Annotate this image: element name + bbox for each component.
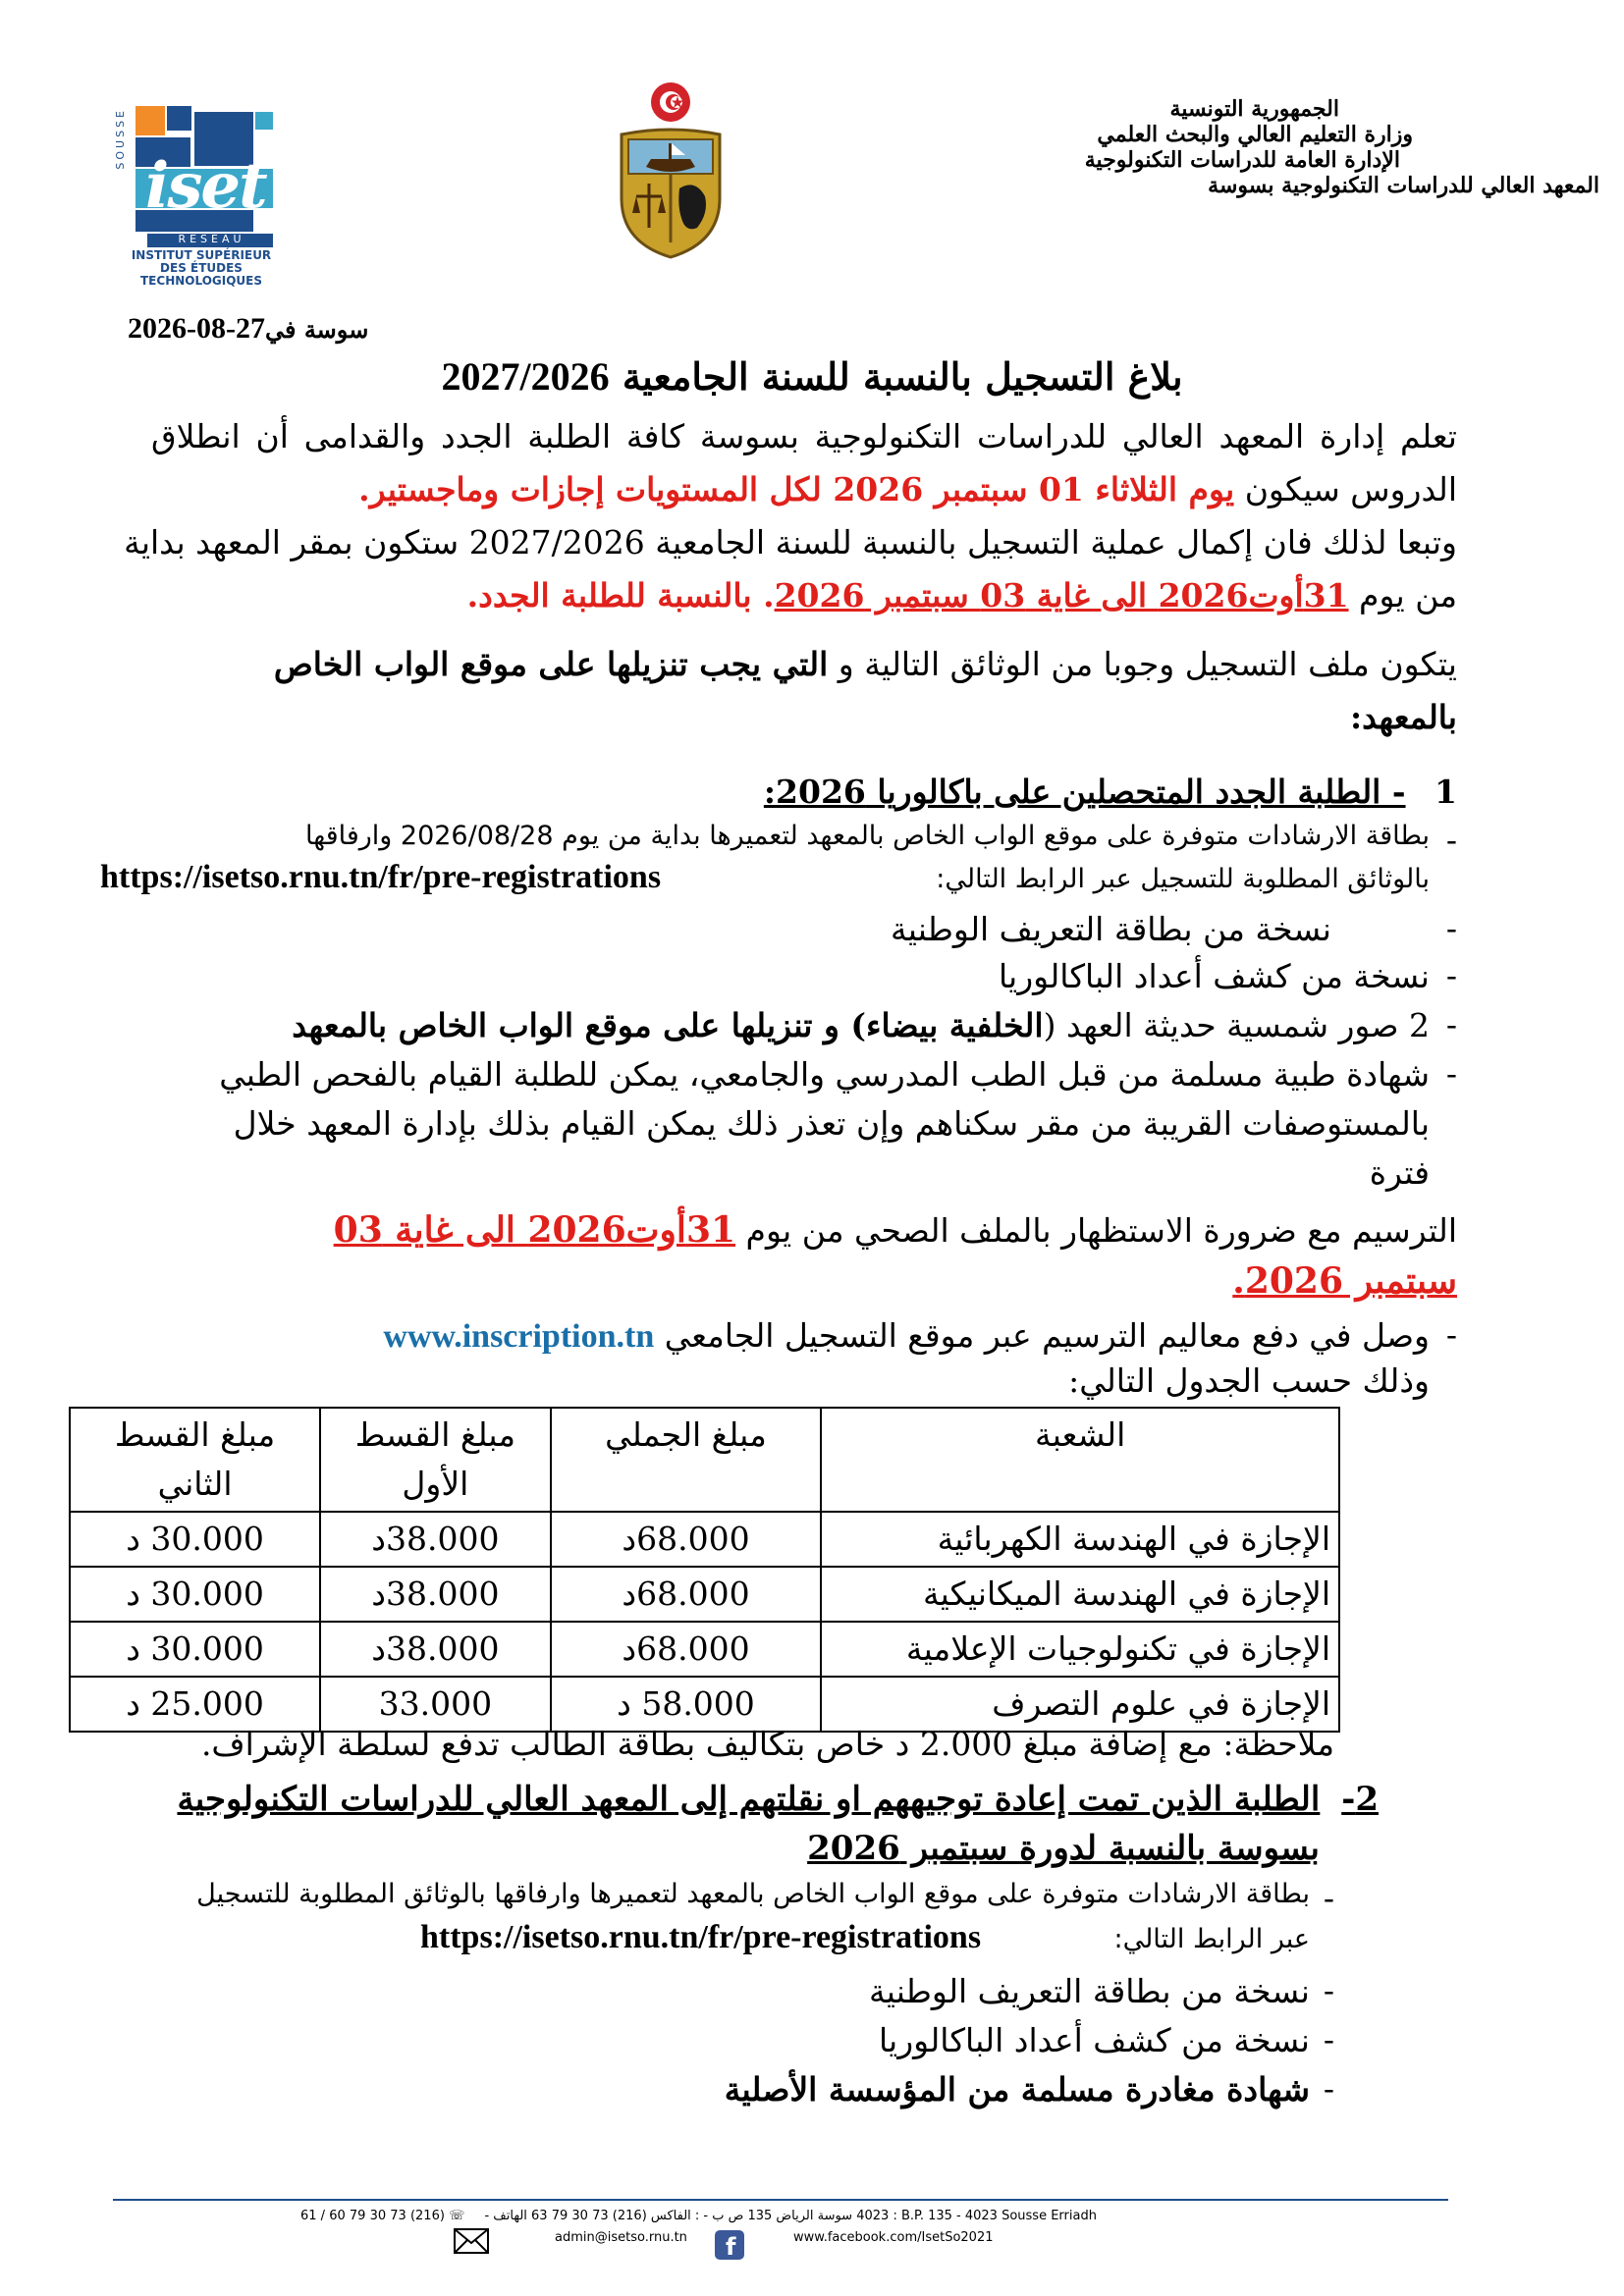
table-cell-total: 68.000د (551, 1512, 822, 1567)
registration-period: 31أوت2026 الى غاية 03 سبتمبر 2026 (774, 576, 1349, 614)
logo-band-text: RESEAU (178, 233, 245, 245)
mail-icon (454, 2228, 489, 2254)
s1-bullet4-text: 2 صور شمسية حديثة العهد ( (1043, 1006, 1430, 1044)
section2-heading-line2: بسوسة بالنسبة لدورة سبتمبر 2026 (807, 1829, 1320, 1868)
date-prefix: سوسة في (264, 315, 369, 344)
table-cell-second: 30.000 د (70, 1567, 320, 1622)
s1-bullet4 (292, 1001, 1430, 1050)
s1-bullet5-line2: بالمستوصفات القريبة من مقر سكناهم وإن تعذر ذلك يمكن القيام بذلك بإدارة المعهد خلال (233, 1104, 1430, 1143)
header-institute: المعهد العالي للدراسات التكنولوجية بسوسة (1208, 173, 1599, 198)
s1-bullet3: نسخة من كشف أعداد الباكالوريا (998, 957, 1430, 995)
docs-intro-text: يتكون ملف التسجيل وجوبا من الوثائق التالية و (838, 645, 1457, 683)
table-cell-first: 38.000د (320, 1567, 551, 1622)
intro-line-3: وتبعا لذلك فان إكمال عملية التسجيل بالنسبة للسنة الجامعية 2027/2026 ستكون بمقر المعهد بداية (124, 523, 1457, 561)
s1-bullet2: نسخة من بطاقة التعريف الوطنية (891, 910, 1331, 948)
footer-email[interactable]: admin@isetso.rnu.tn (555, 2230, 687, 2245)
s1-bullet4-white-background: الخلفية بيضاء (865, 1006, 1044, 1044)
s2-bullet3: نسخة من كشف أعداد الباكالوريا (878, 2021, 1310, 2059)
table-cell-branch: الإجازة في تكنولوجيات الإعلامية (821, 1622, 1339, 1677)
docs-intro-line-2: بالمعهد: (1349, 698, 1457, 736)
table-cell-total: 58.000 د (551, 1677, 822, 1732)
section2-title: الطلبة الذين تمت إعادة توجيههم او نقلتهم إلى المعهد العالي للدراسات التكنولوجية (177, 1780, 1321, 1819)
s1-bullet5-line3: فترة (1369, 1153, 1430, 1192)
document-date (128, 312, 368, 346)
table-cell-first: 38.000د (320, 1512, 551, 1567)
fees-table (69, 1407, 1340, 1733)
date-value: 2026-08-27 (128, 312, 265, 345)
course-start-date: يوم الثلاثاء 01 سبتمبر 2026 لكل المستويات إجازات وماجستير. (358, 470, 1235, 508)
table-header-row (70, 1408, 1339, 1512)
s2-bullet1-line1: بطاقة الارشادات متوفرة على موقع الواب الخاص بالمعهد لتعميرها وارفاقها بالوثائق المطلوبة للتسجيل (196, 1879, 1310, 1909)
docs-intro-bold: التي يجب تنزيلها على موقع الواب الخاص (273, 645, 829, 683)
section1-number: 1 (1435, 773, 1457, 811)
s1-bullet1-line1: بطاقة الارشادات متوفرة على موقع الواب الخاص بالمعهد لتعميرها بداية من يوم 2026/08/28 وارفاقها (305, 821, 1430, 851)
s2-preregistration-link[interactable]: https://isetso.rnu.tn/fr/pre-registrations (420, 1919, 982, 1955)
header-second-installment: مبلغ القسط الثاني (70, 1408, 320, 1512)
table-cell-branch: الإجازة في علوم التصرف (821, 1677, 1339, 1732)
section2-heading-line1 (177, 1775, 1379, 1824)
coat-of-arms-icon (607, 80, 734, 262)
docs-intro-line-1 (274, 640, 1457, 689)
logo-caption-line3: TECHNOLOGIQUES (140, 274, 262, 288)
title-year: 2027/2026 (441, 354, 610, 399)
intro-l4-new-students: . بالنسبة للطلبة الجدد. (466, 576, 775, 614)
header-ministry: وزارة التعليم العالي والبحث العلمي (1097, 122, 1413, 147)
bullet-dash: - (1323, 1879, 1334, 1917)
table-row (70, 1512, 1339, 1567)
logo-caption-line2: DES ÉTUDES (160, 261, 243, 275)
table-cell-first: 38.000د (320, 1622, 551, 1677)
table-cell-total: 68.000د (551, 1567, 822, 1622)
table-row (70, 1567, 1339, 1622)
s1-bullet4-upload: ) و تنزيلها على موقع الواب الخاص بالمعهد (292, 1006, 866, 1044)
bullet-dash: - (1323, 1971, 1334, 2009)
table-cell-second: 25.000 د (70, 1677, 320, 1732)
intro-l2-text: الدروس سيكون (1244, 470, 1457, 508)
s1-bullet5-line4 (334, 1205, 1457, 1255)
bullet-dash: - (1445, 956, 1457, 994)
s1-preregistration-link[interactable]: https://isetso.rnu.tn/fr/pre-registrations (100, 859, 662, 895)
logo-caption-line1: INSTITUT SUPÉRIEUR (131, 248, 272, 262)
footer-address: 4023 سوسة الرياض 135 ص ب - (703, 2209, 890, 2223)
bullet-dash: - (1323, 2020, 1334, 2058)
header-republic: الجمهورية التونسية (1169, 96, 1339, 122)
tunisia-emblem (607, 80, 734, 262)
intro-line-1: تعلم إدارة المعهد العالي للدراسات التكنولوجية بسوسة كافة الطلبة الجدد والقدامى أن انطلاق (151, 417, 1457, 455)
table-row (70, 1622, 1339, 1677)
document-title (0, 353, 1624, 400)
bullet-dash: - (1445, 1054, 1457, 1093)
s1-bullet5-medical-text: الترسيم مع ضرورة الاستظهار بالملف الصحي من يوم (745, 1211, 1457, 1250)
header-first-installment: مبلغ القسط الأول (320, 1408, 551, 1512)
s2-bullet4: شهادة مغادرة مسلمة من المؤسسة الأصلية (724, 2070, 1310, 2109)
section2-number: 2- (1341, 1780, 1379, 1819)
iset-logo (108, 98, 280, 290)
fees-note: ملاحظة: مع إضافة مبلغ 2.000 د خاص بتكاليف بطاقة الطالب تدفع لسلطة الإشراف. (200, 1725, 1334, 1763)
s1-table-intro: وذلك حسب الجدول التالي: (1068, 1362, 1430, 1400)
bullet-dash: - (1445, 1315, 1457, 1354)
footer-contacts (295, 2209, 1345, 2223)
title-text: بلاغ التسجيل بالنسبة للسنة الجامعية (622, 354, 1183, 399)
s1-medical-period: 31أوت2026 الى غاية 03 (333, 1209, 736, 1251)
footer-facebook[interactable]: www.facebook.com/IsetSo2021 (793, 2230, 994, 2245)
intro-l4-text: من يوم (1359, 576, 1457, 614)
table-cell-total: 68.000د (551, 1622, 822, 1677)
footer-fax: : الفاكس (216) 73 30 79 63 الهاتف - (484, 2209, 700, 2223)
intro-line-2 (358, 465, 1457, 514)
table-cell-second: 30.000 د (70, 1622, 320, 1677)
logo-vertical-text: SOUSSE (114, 108, 127, 170)
header-branch: الشعبة (821, 1408, 1339, 1512)
header-directorate: الإدارة العامة للدراسات التكنولوجية (1084, 147, 1400, 173)
s1-medical-period-end: سبتمبر 2026. (1232, 1260, 1457, 1302)
table-cell-branch: الإجازة في الهندسة الميكانيكية (821, 1567, 1339, 1622)
header-total: مبلغ الجملي (551, 1408, 822, 1512)
logo-caption (128, 249, 275, 288)
s2-bullet2: نسخة من بطاقة التعريف الوطنية (869, 1972, 1310, 2010)
table-cell-branch: الإجازة في الهندسة الكهربائية (821, 1512, 1339, 1567)
intro-line-4 (467, 571, 1457, 620)
footer-phone: ☏ (216) 73 30 79 60 / 61 : B.P. 135 - 4023 Sousse Erriadh (300, 2209, 1097, 2223)
s1-bullet6 (383, 1311, 1430, 1362)
s2-bullet1-line2: عبر الرابط التالي: (1113, 1924, 1310, 1954)
bullet-dash: - (1323, 2069, 1334, 2108)
section1-title: - الطلبة الجدد المتحصلين على باكالوريا 2026: (763, 773, 1406, 811)
bullet-dash: - (1445, 909, 1457, 947)
facebook-icon: f (715, 2230, 744, 2260)
bullet-dash: - (1445, 821, 1457, 859)
inscription-link[interactable]: www.inscription.tn (383, 1318, 655, 1355)
s1-bullet6-text: وصل في دفع معاليم الترسيم عبر موقع التسجيل الجامعي (664, 1316, 1430, 1355)
s1-bullet1-line2: بالوثائق المطلوبة للتسجيل عبر الرابط التالي: (936, 864, 1430, 894)
footer-divider (113, 2199, 1448, 2201)
bullet-dash: - (1445, 1005, 1457, 1043)
header-block (1084, 96, 1599, 198)
table-cell-second: 30.000 د (70, 1512, 320, 1567)
section1-heading (764, 768, 1457, 817)
s1-bullet5-line1: شهادة طبية مسلمة من قبل الطب المدرسي والجامعي، يمكن للطلبة القيام بالفحص الطبي (219, 1055, 1430, 1094)
logo-letters: iset (145, 149, 266, 223)
table-cell-first: 33.000 (320, 1677, 551, 1732)
